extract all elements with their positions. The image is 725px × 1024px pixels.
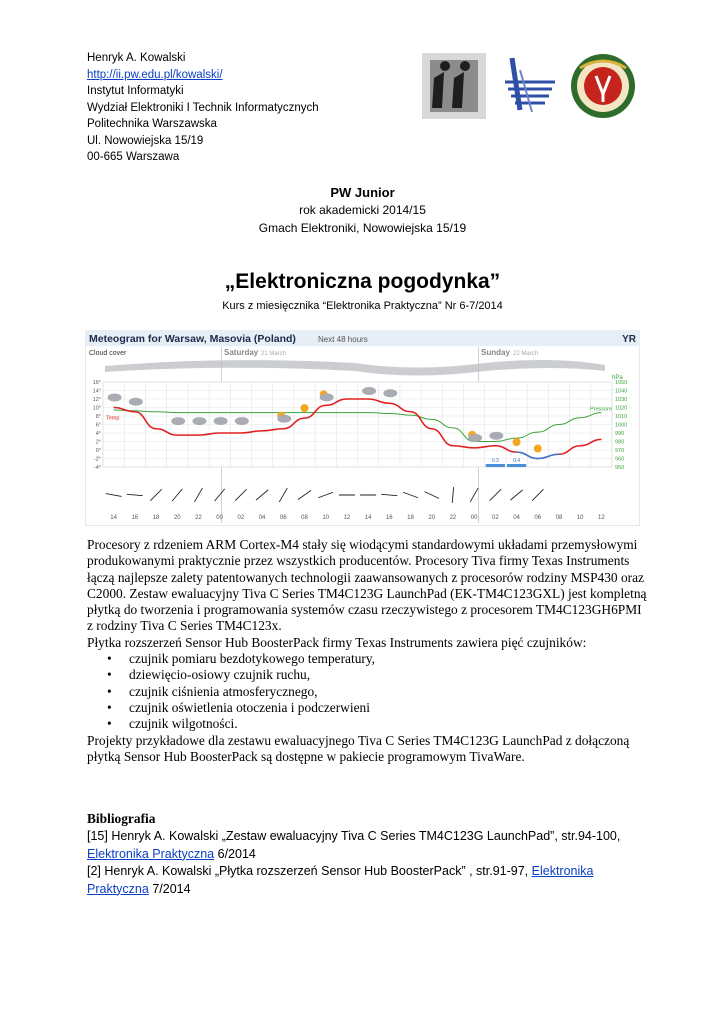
- city-address: 00-665 Warszawa: [87, 151, 180, 163]
- body-text: [87, 537, 647, 765]
- page-subtitle: Kurs z miesięcznika “Elektronika Praktyczna” Nr 6-7/2014: [222, 300, 503, 312]
- pressure-tick-label: 1000: [615, 422, 628, 429]
- temp-series-label: Temp: [106, 415, 120, 422]
- pressure-tick-label: 950: [615, 465, 625, 471]
- author-header: [87, 50, 417, 166]
- x-tick-label: 08: [555, 515, 563, 521]
- x-tick-label: 04: [513, 515, 520, 521]
- meteogram-chart: [85, 330, 640, 526]
- cloud-icon: [320, 393, 334, 401]
- yr-brand-label: YR: [622, 334, 636, 345]
- x-tick-label: 16: [385, 515, 393, 521]
- magazine-link-2[interactable]: Elektronika Praktyczna: [87, 864, 594, 896]
- bibliography-entry-1: [15] Henryk A. Kowalski „Zestaw ewaluacyjny Tiva C Series TM4C123G LaunchPad”, str.94-100, Elektronika Praktyczna 6/2014: [87, 829, 621, 861]
- y-tick-label: -4°: [93, 465, 101, 471]
- y-tick-label: 12°: [92, 397, 101, 403]
- bullet-icon: •: [107, 667, 112, 683]
- academic-year: rok akademicki 2014/15: [299, 203, 426, 217]
- x-tick-label: 18: [152, 515, 160, 521]
- y-tick-label: 0°: [95, 448, 101, 454]
- cloud-icon: [468, 434, 482, 442]
- x-tick-label: 14: [110, 515, 117, 521]
- cloud-icon: [489, 432, 503, 440]
- faculty-logo: [505, 58, 555, 112]
- paragraph-sensors: Płytka rozszerzeń Sensor Hub BoosterPack firmy Texas Instruments zawiera pięć czujników:: [87, 634, 587, 650]
- faculty-name: Wydział Elektroniki I Technik Informatycznych: [87, 101, 319, 114]
- sensor-list: [87, 651, 647, 732]
- pressure-tick-label: 990: [615, 431, 625, 437]
- author-url-link[interactable]: http://ii.pw.edu.pl/kowalski/: [87, 68, 223, 81]
- bullet-icon: •: [107, 683, 112, 699]
- cloud-icon: [129, 398, 143, 406]
- cloud-icon: [192, 417, 206, 425]
- x-tick-label: 16: [131, 515, 139, 521]
- cloud-icon: [277, 415, 291, 423]
- sun-icon: [513, 438, 521, 446]
- author-name: Henryk A. Kowalski: [87, 52, 186, 64]
- magazine-link-1[interactable]: Elektronika Praktyczna: [87, 846, 215, 861]
- pw-crest-logo: [571, 54, 635, 118]
- y-tick-label: 10°: [92, 405, 101, 412]
- cloud-icon: [171, 417, 185, 425]
- pressure-tick-label: 1040: [615, 388, 628, 395]
- cloud-icon: [383, 389, 397, 397]
- y-tick-label: 14°: [92, 388, 101, 395]
- y-tick-label: -2°: [93, 456, 101, 463]
- x-tick-label: 00: [216, 515, 223, 521]
- y-tick-label: 4°: [95, 431, 101, 437]
- x-tick-label: 18: [407, 515, 414, 521]
- sun-icon: [300, 404, 308, 412]
- page-title: „Elektroniczna pogodynka”: [224, 270, 501, 293]
- cloud-icon: [108, 394, 122, 402]
- cloud-cover-label: Cloud cover: [89, 350, 127, 357]
- pressure-series-label: Pressure: [590, 406, 613, 413]
- y-tick-label: 16°: [92, 380, 101, 386]
- sun-icon: [534, 445, 542, 453]
- street-address: Ul. Nowowiejska 15/19: [87, 134, 204, 147]
- pressure-tick-label: 1010: [615, 414, 628, 420]
- x-tick-label: 20: [173, 515, 181, 521]
- list-item: • czujnik wilgotności.: [107, 716, 238, 732]
- list-item: • czujnik oświetlenia otoczenia i podczerwieni: [107, 699, 370, 715]
- y-tick-label: 2°: [95, 439, 101, 446]
- x-tick-label: 04: [258, 515, 266, 521]
- x-tick-label: 20: [428, 515, 436, 521]
- day-date-saturday: 21 March: [261, 351, 287, 357]
- bullet-icon: •: [107, 716, 112, 732]
- pressure-tick-label: 970: [615, 448, 625, 454]
- x-tick-label: 12: [598, 515, 605, 521]
- list-item: • dziewięcio-osiowy czujnik ruchu,: [107, 667, 311, 683]
- ii-logo: [422, 53, 486, 119]
- cloud-icon: [235, 417, 249, 425]
- bibliography-title: Bibliografia: [87, 811, 156, 826]
- x-tick-label: 08: [301, 515, 308, 521]
- pressure-tick-label: 980: [615, 439, 625, 446]
- list-item: • czujnik pomiaru bezdotykowego temperatury,: [107, 651, 376, 667]
- x-tick-label: 10: [322, 515, 330, 521]
- precipitation-label: 0.4: [513, 458, 521, 464]
- x-tick-label: 10: [576, 515, 584, 521]
- x-tick-label: 00: [470, 515, 478, 521]
- precipitation-label: 0.3: [491, 458, 499, 464]
- precipitation-bar: [486, 464, 505, 467]
- cloud-icon: [362, 387, 376, 395]
- pressure-tick-label: 1020: [615, 405, 628, 412]
- x-tick-label: 22: [195, 515, 202, 521]
- day-date-sunday: 22 March: [513, 351, 539, 357]
- x-tick-label: 12: [343, 515, 351, 521]
- university-name: Politechnika Warszawska: [87, 118, 217, 130]
- cloud-icon: [214, 417, 228, 425]
- y-tick-label: 6°: [95, 422, 101, 429]
- day-label-sunday: Sunday: [481, 348, 510, 357]
- precipitation-bar: [507, 464, 526, 467]
- x-tick-label: 02: [492, 515, 499, 521]
- bibliography: [87, 810, 647, 898]
- x-tick-label: 02: [237, 515, 245, 521]
- event-title: PW Junior: [330, 185, 395, 200]
- y-tick-label: 8°: [95, 414, 101, 420]
- x-tick-label: 06: [534, 515, 542, 521]
- list-item: • czujnik ciśnienia atmosferycznego,: [107, 683, 318, 699]
- paragraph-projects: Projekty przykładowe dla zestawu ewaluacyjnego Tiva C Series TM4C123G LaunchPad z dołączoną płytką Sensor Hub BoosterPack są dostępne w pakiecie programowym TivaWare.: [87, 732, 630, 764]
- pressure-unit-label: hPa: [612, 375, 623, 381]
- paragraph-intro: Procesory z rdzeniem ARM Cortex-M4 stały się wiodącymi standardowymi układami przemysłowymi produkowanymi praktycznie przez wszystkich producentów. Procesory Tiva firmy Texas Instruments łączą najlepsze zalety patentowanych technologii zaawansowanych z procesorów rodziny MSP430 oraz C2000. Zestaw ewaluacyjny Tiva C Series TM4C123G LaunchPad (EK-TM4C123GXL) jest kompletną płytką do tworzenia i programowania systemów czasu rzeczywistego z procesorem TM4C123GH6PMI z rodziny Tiva C Series TM4C123x.: [87, 537, 647, 634]
- x-tick-label: 06: [279, 515, 287, 521]
- logos: [420, 50, 640, 125]
- bibliography-entry-2: [2] Henryk A. Kowalski „Płytka rozszerzeń Sensor Hub BoosterPack” , str.91-97, Elektronika Praktyczna 7/2014: [87, 864, 594, 896]
- chart-subtitle: Next 48 hours: [318, 335, 368, 344]
- pressure-tick-label: 960: [615, 456, 625, 463]
- day-label-saturday: Saturday: [224, 348, 259, 357]
- x-tick-label: 14: [364, 515, 372, 521]
- institute-name: Instytut Informatyki: [87, 85, 184, 97]
- event-venue: Gmach Elektroniki, Nowowiejska 15/19: [258, 221, 467, 235]
- bullet-icon: •: [107, 651, 112, 667]
- x-tick-label: 22: [449, 515, 457, 521]
- pressure-tick-label: 1030: [615, 397, 628, 403]
- chart-title: Meteogram for Warsaw, Masovia (Poland): [89, 333, 296, 345]
- pressure-tick-label: 1050: [615, 380, 628, 386]
- bullet-icon: •: [107, 699, 112, 715]
